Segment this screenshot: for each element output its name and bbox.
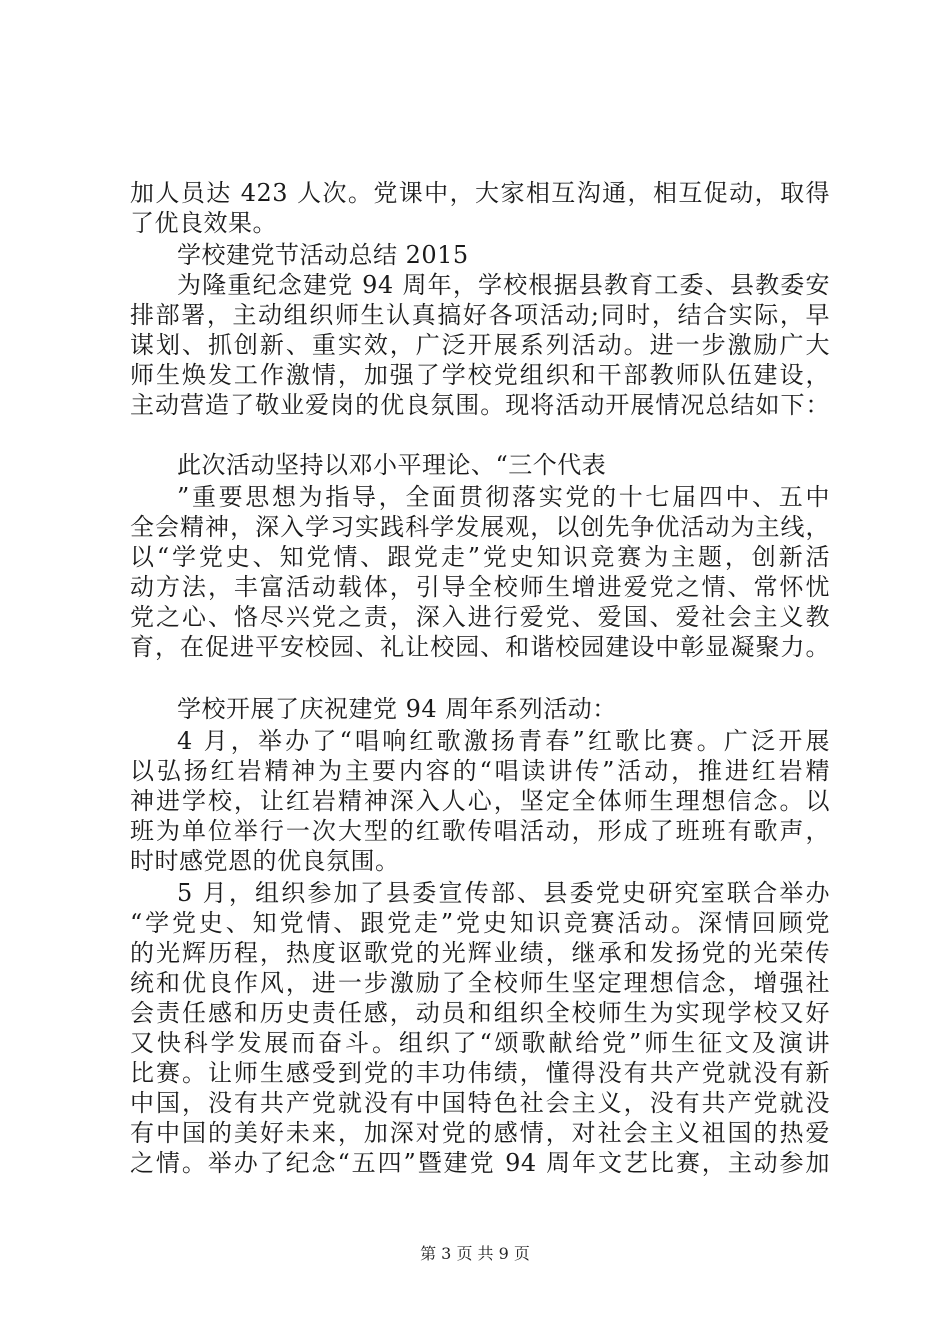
text-line: 谋划、抓创新、重实效，广泛开展系列活动。进一步激励广大 bbox=[130, 331, 830, 359]
text-line: 以弘扬红岩精神为主要内容的“唱读讲传”活动，推进红岩精 bbox=[130, 757, 830, 785]
text-line: 加人员达 423 人次。党课中，大家相互沟通，相互促动，取得 bbox=[130, 179, 830, 207]
text-line: 有中国的美好未来，加深对党的感情，对社会主义祖国的热爱 bbox=[130, 1119, 830, 1147]
text-line: 班为单位举行一次大型的红歌传唱活动，形成了班班有歌声， bbox=[130, 817, 830, 845]
text-line: 为隆重纪念建党 94 周年，学校根据县教育工委、县教委安 bbox=[177, 271, 830, 299]
text-line: 的光辉历程，热度讴歌党的光辉业绩，继承和发扬党的光荣传 bbox=[130, 939, 830, 967]
text-line: 4 月，举办了“唱响红歌激扬青春”红歌比赛。广泛开展 bbox=[177, 727, 830, 755]
text-line: 时时感党恩的优良氛围。 bbox=[130, 847, 400, 875]
text-line: 又快科学发展而奋斗。组织了“颂歌献给党”师生征文及演讲 bbox=[130, 1029, 830, 1057]
page-number-footer: 第 3 页 共 9 页 bbox=[420, 1244, 530, 1263]
text-line: 此次活动坚持以邓小平理论、“三个代表 bbox=[177, 451, 607, 479]
text-line: “学党史、知党情、跟党走”党史知识竞赛活动。深情回顾党 bbox=[130, 909, 830, 937]
text-line: 比赛。让师生感受到党的丰功伟绩，懂得没有共产党就没有新 bbox=[130, 1059, 830, 1087]
text-line: 师生焕发工作激情，加强了学校党组织和干部教师队伍建设， bbox=[130, 361, 830, 389]
text-line: 统和优良作风，进一步激励了全校师生坚定理想信念，增强社 bbox=[130, 969, 830, 997]
text-line: 全会精神，深入学习实践科学发展观，以创先争优活动为主线， bbox=[130, 513, 830, 541]
text-line: 育，在促进平安校园、礼让校园、和谐校园建设中彰显凝聚力。 bbox=[130, 633, 830, 661]
text-line: 以“学党史、知党情、跟党走”党史知识竞赛为主题，创新活 bbox=[130, 543, 830, 571]
text-line: 党之心、恪尽兴党之责，深入进行爱党、爱国、爱社会主义教 bbox=[130, 603, 830, 631]
text-line: 主动营造了敬业爱岗的优良氛围。现将活动开展情况总结如下： bbox=[130, 391, 830, 419]
text-line: 排部署，主动组织师生认真搞好各项活动;同时，结合实际，早 bbox=[130, 301, 830, 329]
text-line: 会责任感和历史责任感，动员和组织全校师生为实现学校又好 bbox=[130, 999, 830, 1027]
section-title: 学校建党节活动总结 2015 bbox=[177, 241, 469, 269]
text-line: 5 月，组织参加了县委宣传部、县委党史研究室联合举办 bbox=[177, 879, 830, 907]
text-line: 学校开展了庆祝建党 94 周年系列活动： bbox=[177, 695, 617, 723]
text-line: 中国，没有共产党就没有中国特色社会主义，没有共产党就没 bbox=[130, 1089, 830, 1117]
text-line: 之情。举办了纪念“五四”暨建党 94 周年文艺比赛，主动参加 bbox=[130, 1149, 830, 1177]
text-line: 神进学校，让红岩精神深入人心，坚定全体师生理想信念。以 bbox=[130, 787, 830, 815]
text-line: 了优良效果。 bbox=[130, 209, 277, 237]
text-line: 动方法，丰富活动载体，引导全校师生增进爱党之情、常怀忧 bbox=[130, 573, 830, 601]
text-line: ”重要思想为指导，全面贯彻落实党的十七届四中、五中 bbox=[177, 483, 830, 511]
